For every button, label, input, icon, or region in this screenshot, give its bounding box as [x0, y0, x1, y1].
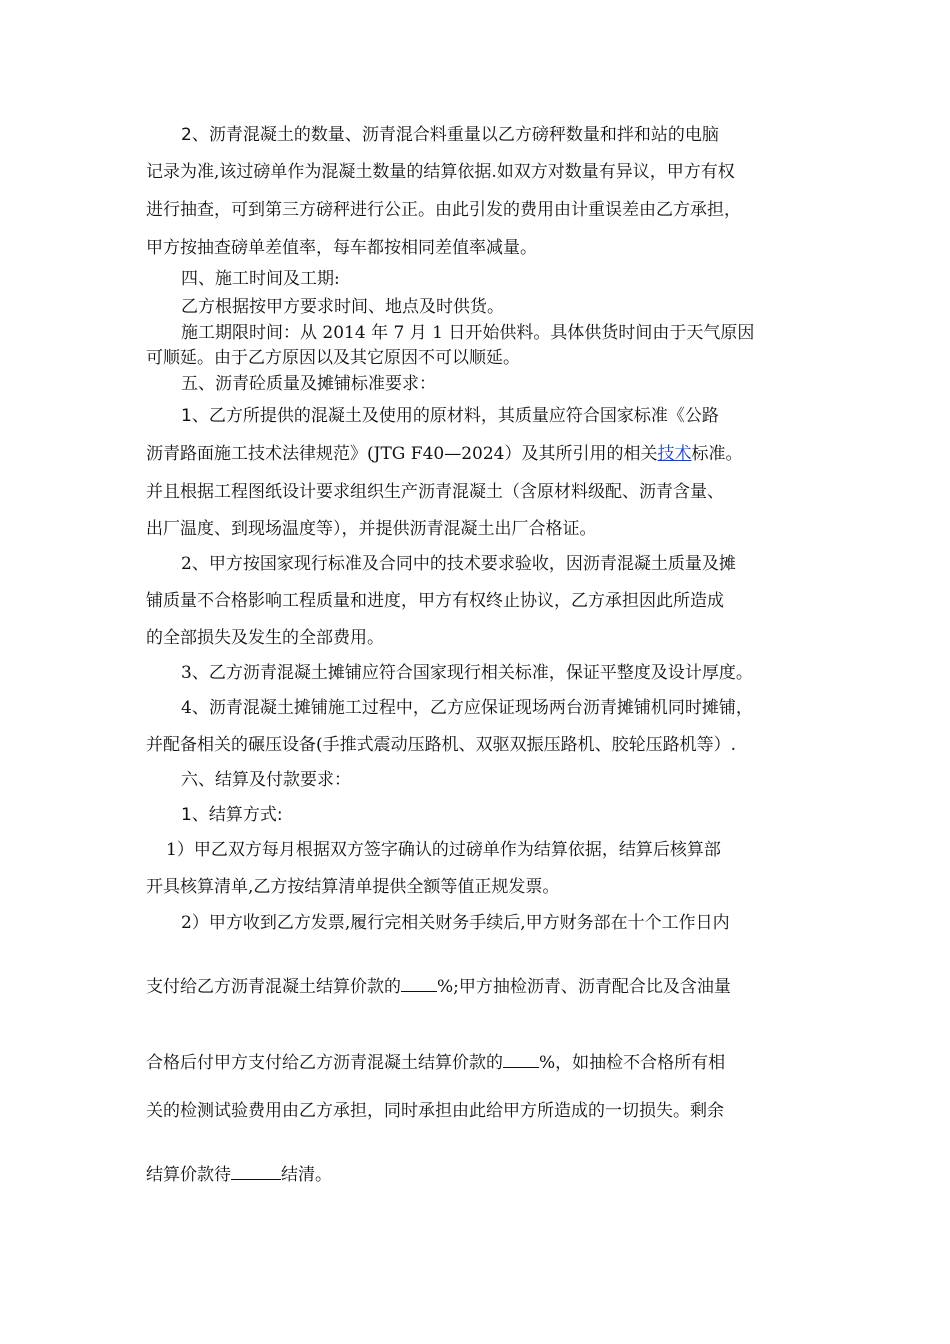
text-line: 1、结算方式: — [181, 805, 283, 825]
text-line: 并且根据工程图纸设计要求组织生产沥青混凝土（含原材料级配、沥青含量、 — [146, 482, 724, 502]
text-line: 4、沥青混凝土摊铺施工过程中，乙方应保证现场两台沥青摊铺机同时摊铺， — [181, 698, 753, 718]
technology-link[interactable]: 技术 — [657, 444, 692, 464]
text-line: 1）甲乙双方每月根据双方签字确认的过磅单作为结算依据，结算后核算部 — [166, 840, 721, 860]
text-line: 1、乙方所提供的混凝土及使用的原材料，其质量应符合国家标准《公路 — [181, 406, 719, 426]
text-line: 出厂温度、到现场温度等），并提供沥青混凝土出厂合格证。 — [146, 519, 597, 539]
text-line: 铺质量不合格影响工程质量和进度，甲方有权终止协议，乙方承担因此所造成 — [146, 591, 724, 611]
text-line: 2）甲方收到乙方发票,履行完相关财务手续后,甲方财务部在十个工作日内 — [181, 913, 730, 933]
text-line: 可顺延。由于乙方原因以及其它原因不可以顺延。 — [146, 348, 520, 368]
section-heading: 六、结算及付款要求： — [181, 770, 351, 790]
text-line: 乙方根据按甲方要求时间、地点及时供货。 — [181, 297, 504, 317]
text-line: 甲方按抽查磅单差值率，每车都按相同差值率减量。 — [146, 238, 537, 258]
text-line: 3、乙方沥青混凝土摊铺应符合国家现行相关标准，保证平整度及设计厚度。 — [181, 663, 753, 683]
text-line: 记录为准,该过磅单作为混凝土数量的结算依据.如双方对数量有异议，甲方有权 — [146, 162, 735, 182]
section-heading: 五、沥青砼质量及摊铺标准要求： — [181, 374, 436, 394]
text-line: 的全部损失及发生的全部费用。 — [146, 628, 384, 648]
text-line: 2、甲方按国家现行标准及合同中的技术要求验收，因沥青混凝土质量及摊 — [181, 554, 736, 574]
text-line: 合格后付甲方支付给乙方沥青混凝土结算价款的 %，如抽检不合格所有相 — [146, 1053, 726, 1073]
text-line: 沥青路面施工技术法律规范》(JTG F40—2024）及其所引用的相关技术标准。 — [146, 444, 743, 464]
text-line: 2、沥青混凝土的数量、沥青混合料重量以乙方磅秤数量和拌和站的电脑 — [181, 125, 719, 145]
blank-field — [401, 977, 437, 992]
text-line: 进行抽查，可到第三方磅秤进行公正。由此引发的费用由计重误差由乙方承担， — [146, 200, 741, 220]
text-line: 并配备相关的碾压设备(手推式震动压路机、双驱双振压路机、胶轮压路机等）. — [146, 735, 737, 755]
text-line: 结算价款待 结清。 — [146, 1165, 332, 1185]
text-line: 施工期限时间：从 2014 年 7 月 1 日开始供料。具体供货时间由于天气原因 — [181, 323, 755, 343]
section-heading: 四、施工时间及工期: — [181, 269, 340, 289]
text-line: 支付给乙方沥青混凝土结算价款的 %;甲方抽检沥青、沥青配合比及含油量 — [146, 977, 731, 997]
blank-field — [231, 1165, 281, 1180]
text-line: 开具核算清单,乙方按结算清单提供全额等值正规发票。 — [146, 877, 560, 897]
text-line: 关的检测试验费用由乙方承担，同时承担由此给甲方所造成的一切损失。剩余 — [146, 1101, 724, 1121]
blank-field — [503, 1053, 539, 1068]
